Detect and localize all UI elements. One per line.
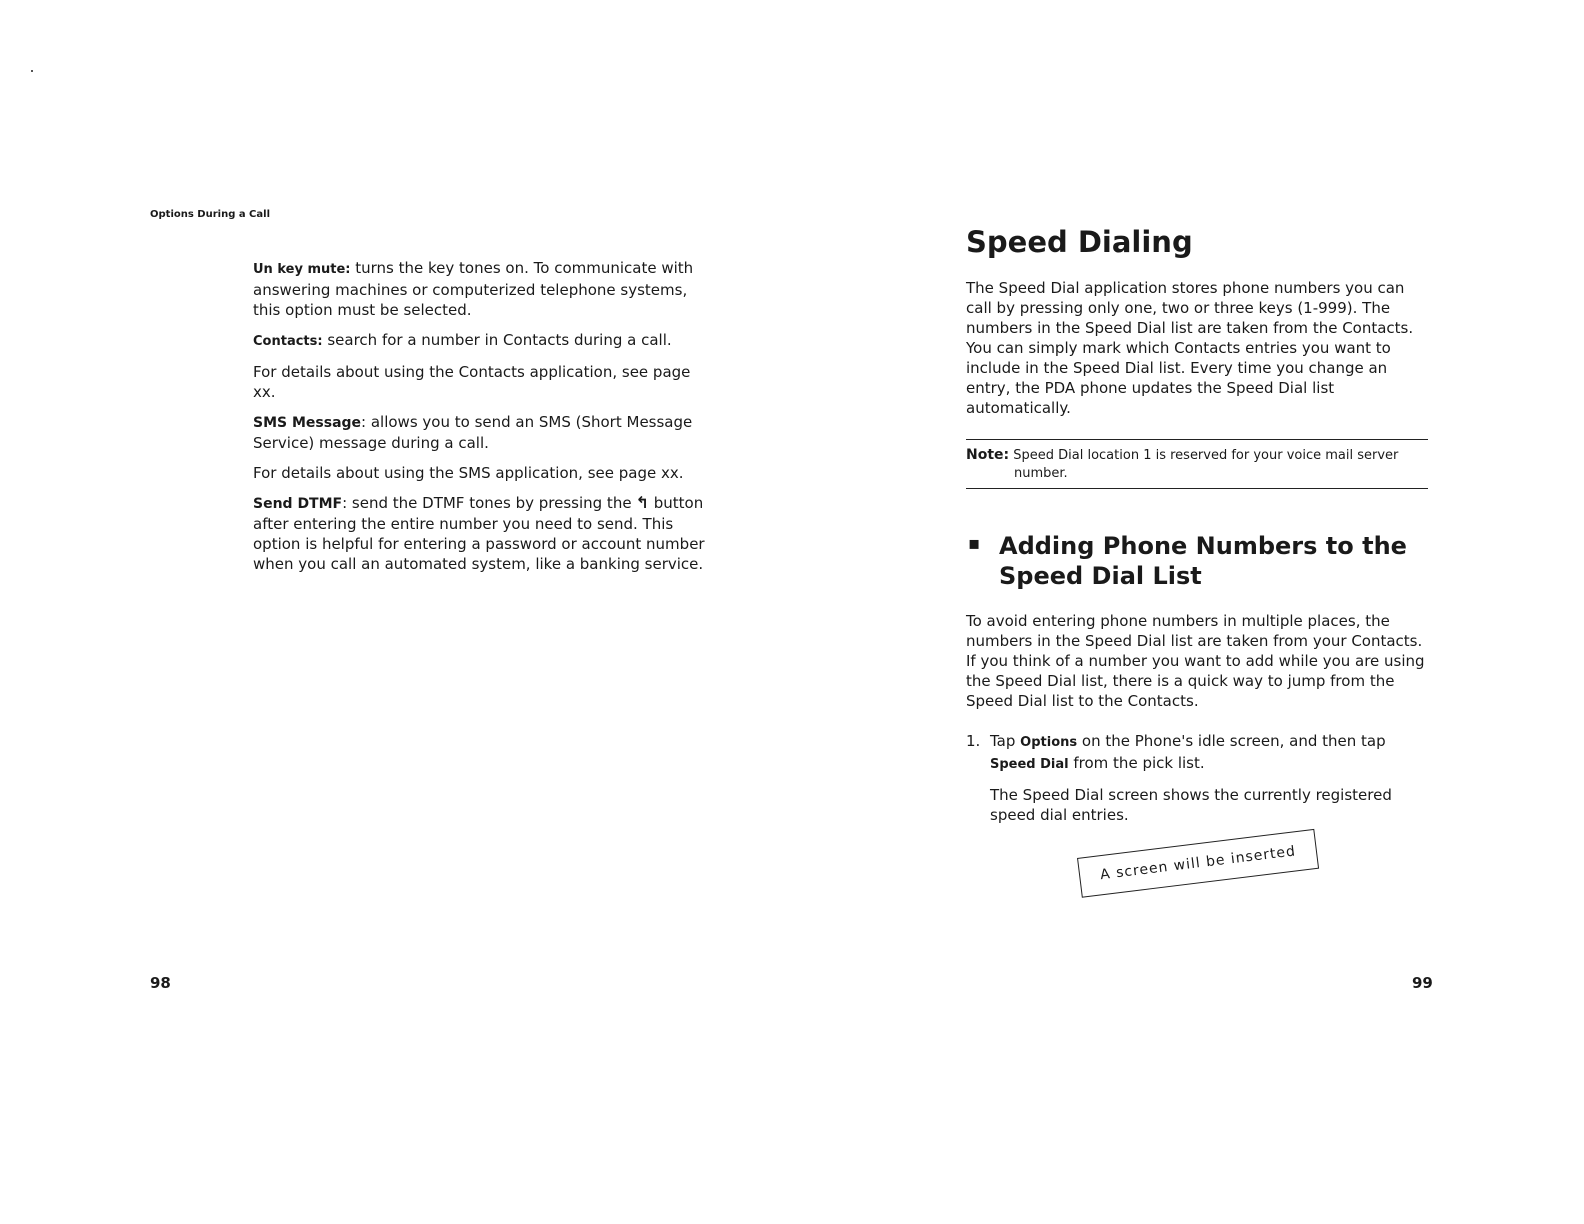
send-call-icon: ↰ [635,493,649,512]
note-box [966,439,1428,489]
term: Send DTMF [253,496,343,512]
step-text: from the pick list. [1068,754,1205,772]
step-number: 1. [966,732,981,750]
section-heading [966,531,1428,591]
term: SMS Message [253,415,362,431]
item-text: : send the DTMF tones by pressing the [342,494,632,512]
sms-details: For details about using the SMS application, see page xx. [253,464,684,482]
placeholder-text: A screen will be inserted [1099,843,1297,884]
item-un-key-mute [253,258,705,320]
item-text: : allows you to send an SMS (Short Message Service) message during a call. [253,413,693,452]
page-title: Speed Dialing [966,225,1193,259]
note-label: Note: [966,447,1010,463]
item-text-cont: button after entering the entire number you need to send. This option is helpful for entering a password or account number when you call an automated system, like a banking service. [253,494,705,573]
section-intro: To avoid entering phone numbers in multiple places, the numbers in the Speed Dial list are taken from your Contacts. If you think of a number you want to add while you are using the Speed Dial list, there is a quick way to jump from the Speed Dial list to the Contacts. [966,612,1425,710]
right-page-body [966,224,1428,825]
step-text: on the Phone's idle screen, and then tap [1077,732,1386,750]
options-term: Options [1020,735,1078,750]
screen-placeholder [1077,829,1319,898]
item-text: search for a number in Contacts during a call. [322,331,672,349]
item-sms-message [253,412,705,453]
speed-dial-term: Speed Dial [990,757,1069,772]
item-contacts [253,330,705,352]
step-result: The Speed Dial screen shows the currently registered speed dial entries. [990,786,1392,824]
page-number-right: 99 [1412,974,1433,992]
note-text-cont: number. [1014,466,1068,481]
term: Contacts: [253,334,323,349]
term: Un key mute: [253,262,351,277]
note-text: Speed Dial location 1 is reserved for your voice mail server [1009,448,1399,463]
left-page-body [253,258,705,584]
stray-mark [31,70,33,72]
step-text: Tap [990,732,1021,750]
section-bullet-icon: ▪ [968,533,981,554]
running-head: Options During a Call [150,209,270,220]
section-title: Adding Phone Numbers to the Speed Dial List [999,532,1407,590]
contacts-details: For details about using the Contacts application, see page xx. [253,363,691,401]
page-number-left: 98 [150,974,171,992]
intro-paragraph: The Speed Dial application stores phone numbers you can call by pressing only one, two or three keys (1-999). The numbers in the Speed Dial list are taken from the Contacts. You can simply mark which Contacts entries you want to include in the Speed Dial list. Every time you change an entry, the PDA phone updates the Speed Dial list automatically. [966,279,1414,417]
item-send-dtmf [253,493,705,574]
item-text: turns the key tones on. To communicate with answering machines or computerized telephone systems, this option must be selected. [253,259,694,319]
step-1 [966,731,1428,775]
